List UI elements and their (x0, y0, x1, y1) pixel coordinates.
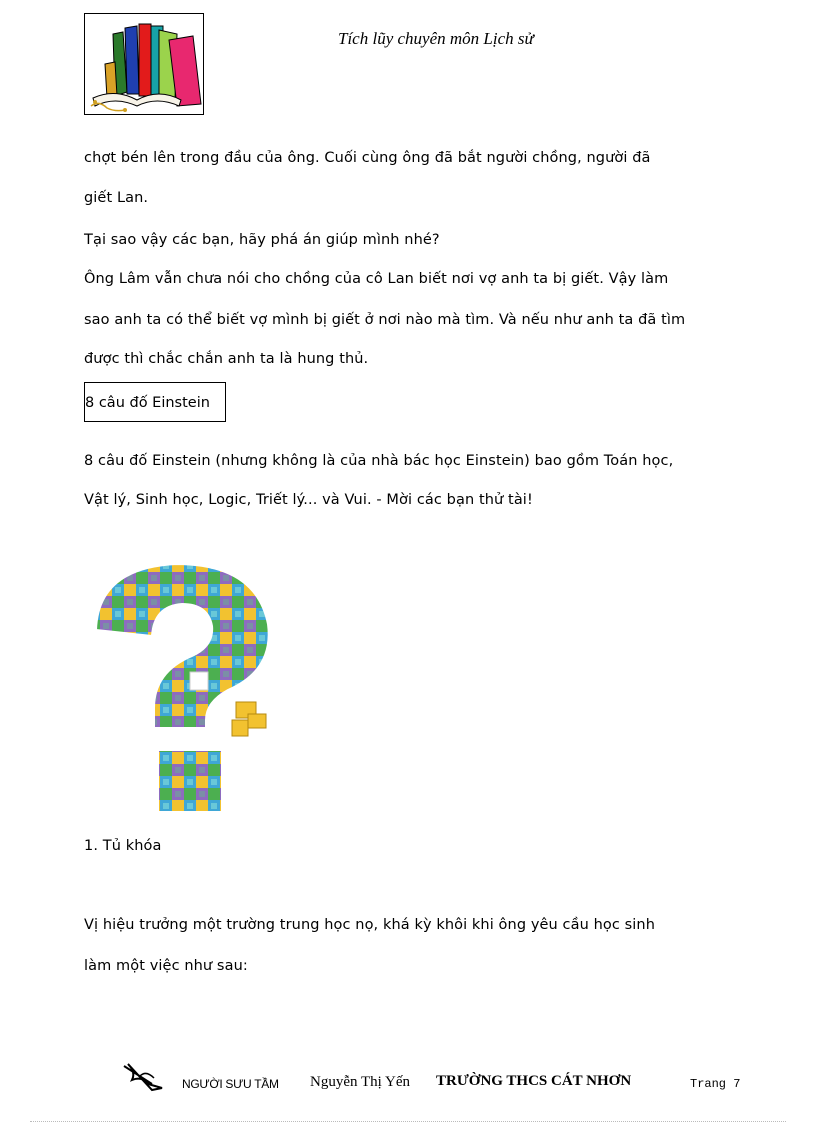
paragraph-line: sao anh ta có thể biết vợ mình bị giết ở nơi nào mà tìm. Và nếu như anh ta đã tìm (84, 312, 686, 328)
paragraph-line: Tại sao vậy các bạn, hãy phá án giúp mình nhé? (84, 232, 440, 248)
paragraph-line: được thì chắc chắn anh ta là hung thủ. (84, 351, 369, 367)
footer-page-number: Trang 7 (690, 1077, 741, 1091)
paragraph-line: Ông Lâm vẫn chưa nói cho chồng của cô Lan biết nơi vợ anh ta bị giết. Vậy làm (84, 271, 669, 287)
footer-collector-label: NGƯỜI SƯU TẦM (182, 1077, 279, 1091)
footer-author: Nguyễn Thị Yến (310, 1074, 410, 1090)
page-bottom-divider (30, 1121, 786, 1122)
writing-hand-icon (122, 1062, 166, 1092)
header-logo (84, 13, 204, 115)
footer-pen-icon (122, 1062, 166, 1092)
paragraph-line: giết Lan. (84, 190, 149, 206)
intro-line: 8 câu đố Einstein (nhưng không là của nhà bác học Einstein) bao gồm Toán học, (84, 453, 674, 469)
footer-school: TRƯỜNG THCS CÁT NHƠN (436, 1073, 632, 1089)
puzzle-question-mark-icon (88, 560, 278, 820)
puzzle-body-line: Vị hiệu trưởng một trường trung học nọ, khá kỳ khôi khi ông yêu cầu học sinh (84, 917, 655, 933)
paragraph-line: chợt bén lên trong đầu của ông. Cuối cùng ông đã bắt người chồng, người đã (84, 150, 651, 166)
header-title: Tích lũy chuyên môn Lịch sử (338, 29, 534, 48)
section-title: 8 câu đố Einstein (85, 395, 210, 411)
intro-line: Vật lý, Sinh học, Logic, Triết lý... và Vui. - Mời các bạn thử tài! (84, 492, 533, 508)
books-icon (85, 14, 204, 115)
puzzle-title: 1. Tủ khóa (84, 838, 162, 854)
puzzle-illustration (88, 560, 278, 820)
puzzle-body-line: làm một việc như sau: (84, 958, 248, 974)
section-title-box (84, 382, 226, 422)
